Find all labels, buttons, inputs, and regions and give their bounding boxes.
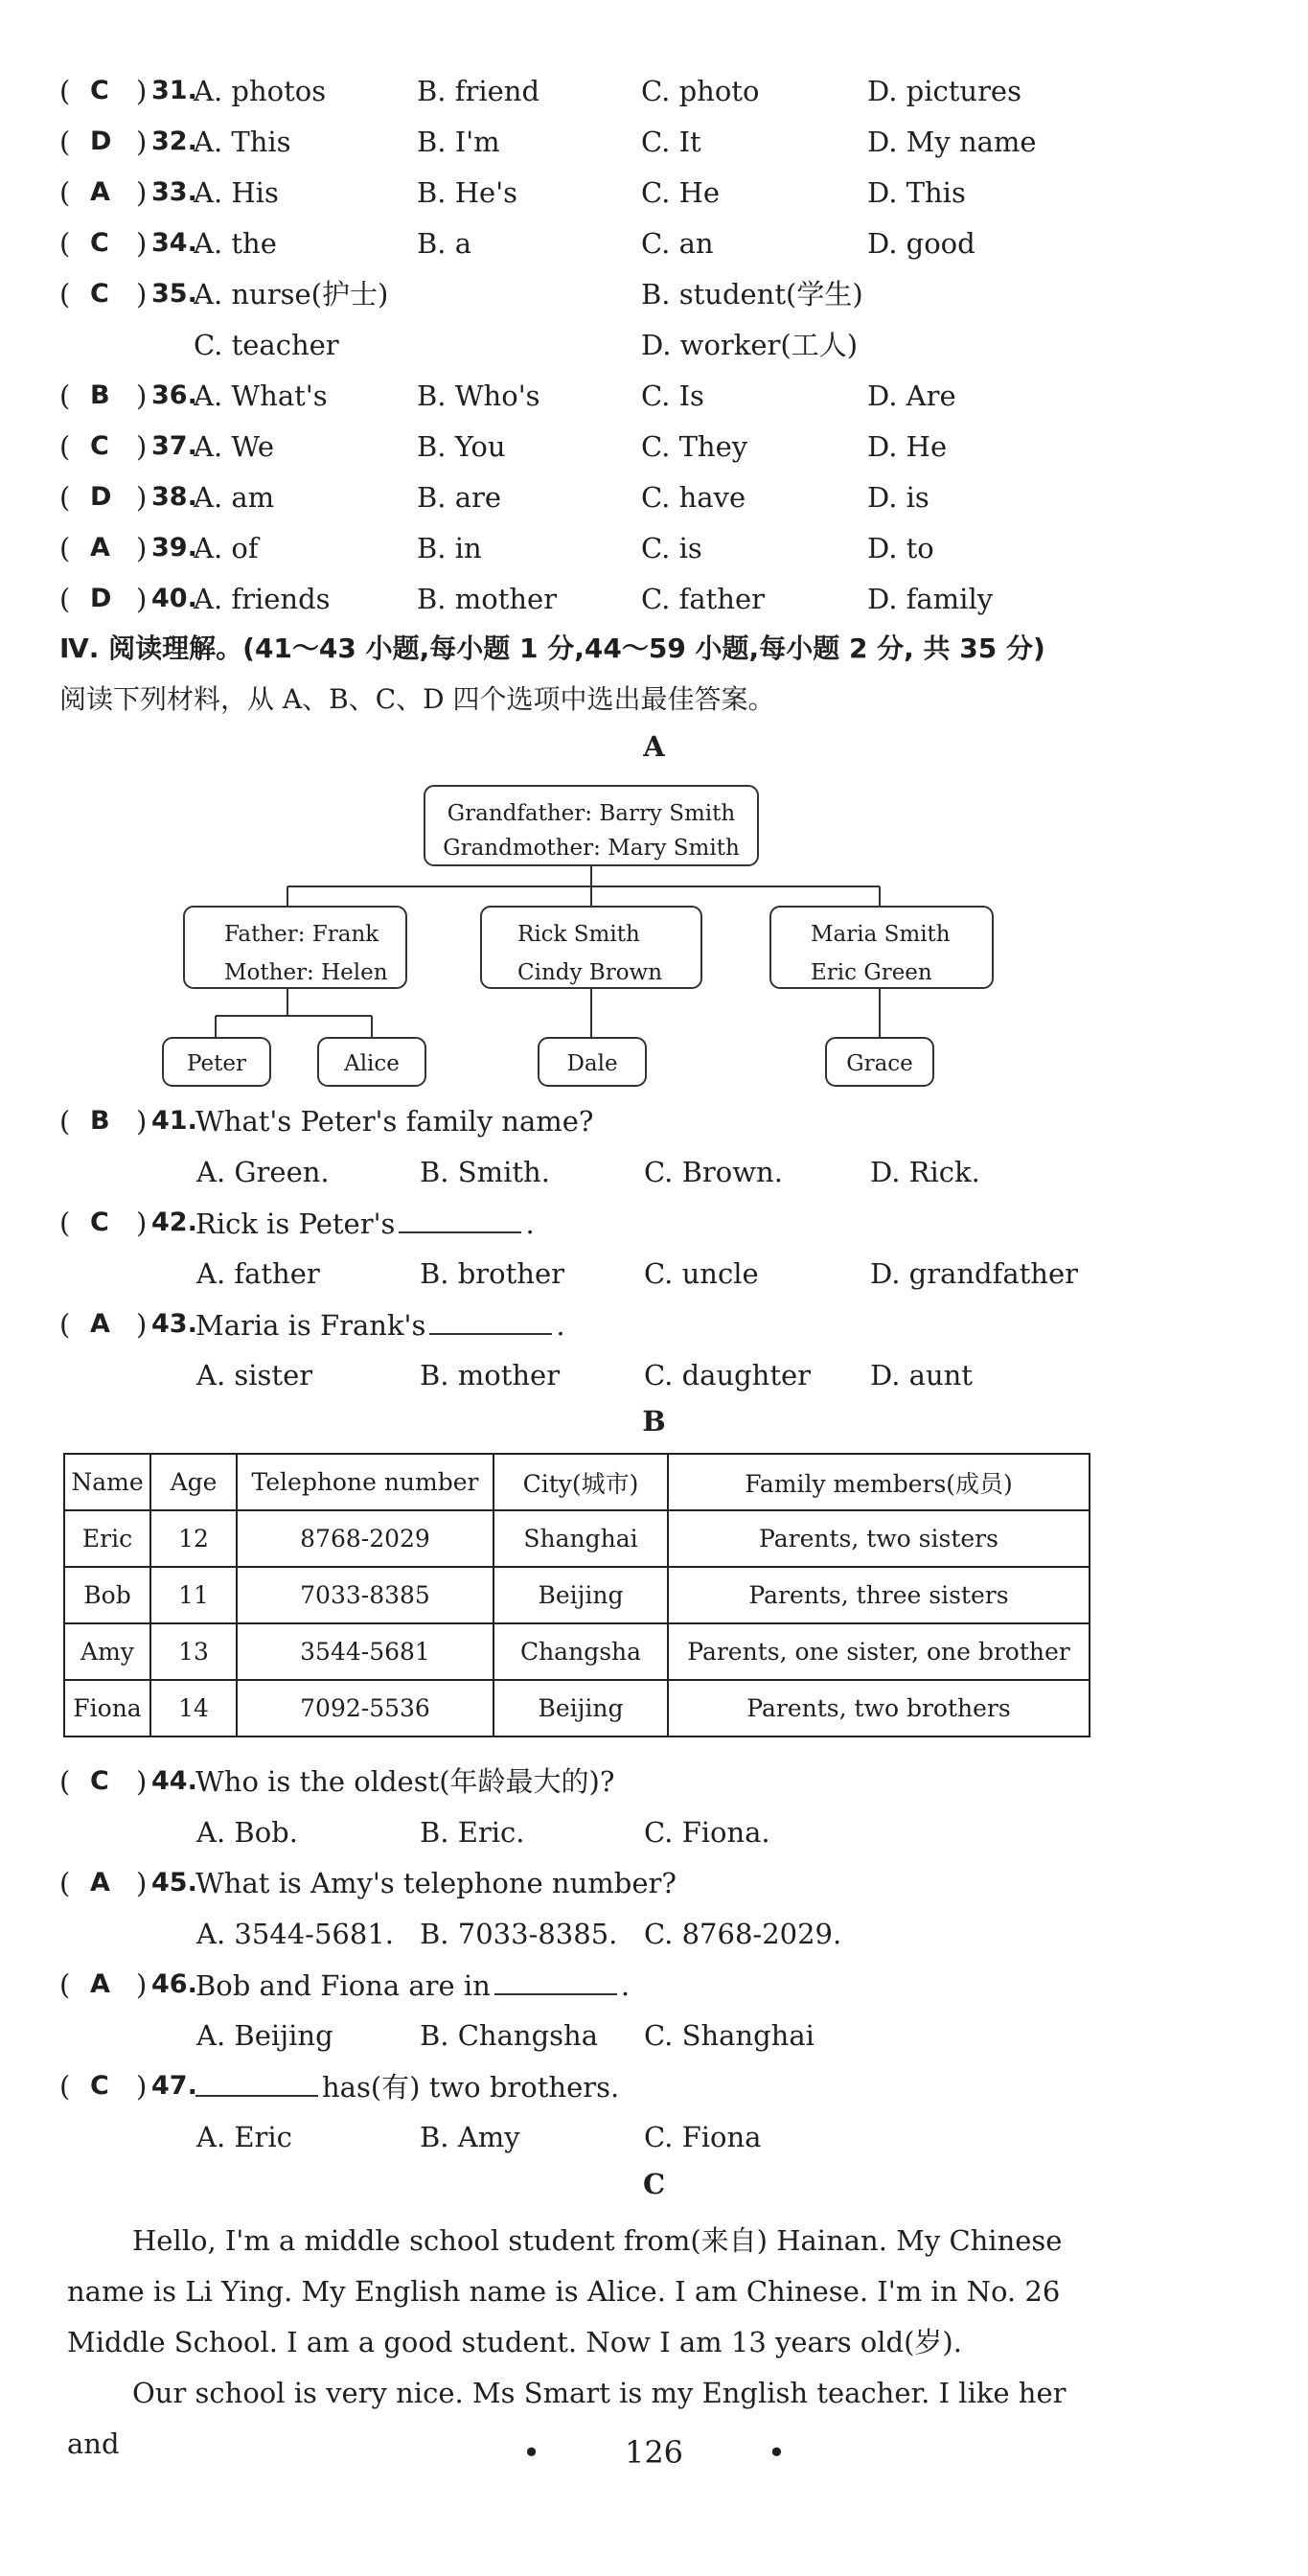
table-cell: Fiona bbox=[64, 1680, 150, 1736]
tree-alice: Alice bbox=[344, 1051, 400, 1076]
table-row bbox=[64, 1510, 1090, 1567]
option-d: D. family bbox=[867, 583, 994, 615]
option-a: A. 3544-5681. bbox=[196, 1918, 395, 1950]
table-row bbox=[64, 1680, 1090, 1736]
option-a: A. the bbox=[194, 227, 277, 260]
question-number: 31. bbox=[151, 76, 197, 105]
option-c: C. uncle bbox=[644, 1257, 759, 1290]
question-number: 37. bbox=[151, 431, 197, 461]
tree-grandfather: Grandfather: Barry Smith bbox=[447, 801, 736, 826]
answer-letter: B bbox=[90, 380, 110, 410]
option-b: B. mother bbox=[420, 1359, 561, 1392]
answer-letter: C bbox=[90, 431, 109, 461]
question-number: 46. bbox=[151, 1969, 197, 1999]
option-c: C. Shanghai bbox=[644, 2019, 815, 2052]
option-d: D. Rick. bbox=[870, 1156, 980, 1188]
option-b: B. Eric. bbox=[420, 1816, 525, 1849]
option-b: B. 7033-8385. bbox=[420, 1918, 618, 1950]
answer-letter: D bbox=[90, 126, 112, 156]
table-cell: Changsha bbox=[493, 1623, 668, 1680]
option-a: A. father bbox=[196, 1257, 320, 1290]
stem-text: Bob and Fiona are in bbox=[195, 1969, 491, 2002]
option-c: C. 8768-2029. bbox=[644, 1918, 842, 1950]
question-number: 44. bbox=[151, 1766, 197, 1796]
option-a: A. Eric bbox=[196, 2121, 292, 2153]
option-a: A. nurse(护士) bbox=[194, 278, 389, 310]
option-a: A. This bbox=[194, 126, 291, 158]
tree-rick: Rick Smith bbox=[517, 922, 640, 947]
family-tree bbox=[0, 767, 1308, 1092]
question-stem bbox=[195, 1300, 565, 1349]
option-c: C. Fiona. bbox=[644, 1816, 770, 1849]
option-d: D. Are bbox=[867, 380, 956, 412]
bullet-right: • bbox=[768, 2434, 786, 2471]
info-table bbox=[63, 1453, 1090, 1737]
option-d: D. My name bbox=[867, 126, 1037, 158]
option-b: B. Changsha bbox=[420, 2019, 598, 2052]
option-c: C. is bbox=[641, 532, 702, 564]
passage-c-paragraph-1: Hello, I'm a middle school student from(来自) Hainan. My Chinese name is Li Ying. My English name is Alice. I am Chinese. I'm in No. 26 Middle School. I am a good student. Now I am 13 years old(岁). bbox=[67, 2224, 1063, 2358]
tree-cindy: Cindy Brown bbox=[517, 960, 663, 985]
table-cell: 7092-5536 bbox=[237, 1680, 493, 1736]
answer-letter: C bbox=[90, 1208, 109, 1237]
option-a: A. Bob. bbox=[196, 1816, 298, 1849]
option-a: A. Green. bbox=[196, 1156, 330, 1188]
option-b: B. student(学生) bbox=[641, 278, 863, 310]
passage-a-label: A bbox=[643, 730, 665, 763]
table-cell: Parents, two sisters bbox=[668, 1510, 1090, 1567]
option-d: D. is bbox=[867, 481, 929, 514]
answer-blank bbox=[195, 2062, 318, 2097]
option-a: A. Beijing bbox=[196, 2019, 333, 2052]
tree-grandmother: Grandmother: Mary Smith bbox=[443, 836, 740, 861]
answer-blank bbox=[429, 1300, 552, 1335]
question-number: 35. bbox=[151, 279, 197, 309]
tree-maria: Maria Smith bbox=[811, 922, 951, 947]
option-c: C. Is bbox=[641, 380, 704, 412]
table-cell: 13 bbox=[150, 1623, 237, 1680]
option-d: D. good bbox=[867, 227, 975, 260]
option-b: B. Smith. bbox=[420, 1156, 550, 1188]
table-cell: 14 bbox=[150, 1680, 237, 1736]
option-a: A. We bbox=[194, 430, 274, 463]
answer-letter: C bbox=[90, 76, 109, 105]
option-a: A. His bbox=[194, 176, 279, 209]
page-number bbox=[0, 2434, 1308, 2471]
option-a: A. of bbox=[194, 532, 259, 564]
option-c: C. He bbox=[641, 176, 721, 209]
option-a: A. sister bbox=[196, 1359, 313, 1392]
option-c: C. It bbox=[641, 126, 701, 158]
question-number: 38. bbox=[151, 482, 197, 512]
question-number: 42. bbox=[151, 1208, 197, 1237]
bullet-left: • bbox=[522, 2434, 540, 2471]
answer-letter: A bbox=[90, 1868, 110, 1898]
answer-letter: A bbox=[90, 1969, 110, 1999]
option-a: A. What's bbox=[194, 380, 328, 412]
table-header-row bbox=[64, 1454, 1090, 1510]
question-number: 32. bbox=[151, 126, 197, 156]
page-number-value: 126 bbox=[624, 2434, 684, 2471]
question-stem: What's Peter's family name? bbox=[195, 1105, 594, 1138]
worksheet-page: ( C ) 31. A. photos B. friend C. photo D. pictures ( D ) 32. A. This B. I'm C. It D. My name ( A ) 33. A. His B. He's C. He D. This ( C ) 34. A. the B. a C. an D. good ( C ) 35. A. nurse(护士) B. student(学生) C. teacher D. worker(工人) ( B ) 36. A. What's B. Who's C. Is D. Are ( C ) 37. A. We B. You C. They D. He ( D ) 38. A. am B. are C. have D. is ( A ) 39. A. of B. in C. is D. to ( D ) 40. A. friends B. mother C. father D. family Ⅳ. 阅读理解。(41～43 小题,每小题 1 分,44～59 小题,每小题 2 分, 共 35 分) 阅读下列材料，从 A、B、C、D 四个选项中选出最佳答案。 A Grandfather: Barry Smith Grandmother: Mary Smith Father: Frank Mother: Helen Rick Smith Cindy Brown Maria Smith Eric Green Peter Alice Dale Grace ( B ) 41. What's Peter's family name? A. Green. B. Smith. C. Brown. D. Rick. ( C ) 42. Rick is Peter's . A. father B. brother C. uncle D. grandfather ( A ) 43. Maria is Frank's . A. sister B. mother C. daughter D. aunt B Name Age Telephone number City(城市) Family members(成员) Eric 12 8768-2029 Shanghai Parents, two sisters Bob 11 7033-8385 Beijing Parents, three sisters Amy 13 3544-5681 Changsha Parents, one sister, one brother Fiona 14 7092-5536 Beijing Parents, two brothers ( C ) 44. Who is the oldest(年龄最大的)? A. Bob. B. Eric. C. Fiona. ( A ) 45. What is Amy's telephone number? A. 3544-5681. B. 7033-8385. C. 8768-2029. ( A ) 46. Bob and Fiona are in . A. Beijing B. Changsha C. Shanghai ( C ) 47. has(有) two brothers. A. Eric B. Amy C. Fiona C Hello, I'm a middle school student from(来自) Hainan. My Chinese name is Li Ying. My English name is Alice. I am Chinese. I'm in No. 26 Middle School. I am a good student. Now I am 13 years old(岁). Our school is very nice. Ms Smart is my English teacher. I like her and • 126 • bbox=[0, 0, 1308, 2576]
answer-letter: A bbox=[90, 1309, 110, 1339]
question-stem bbox=[195, 2062, 619, 2111]
option-c: C. photo bbox=[641, 75, 760, 107]
option-b: B. Who's bbox=[417, 380, 540, 412]
option-a: A. am bbox=[194, 481, 275, 514]
question-stem: What is Amy's telephone number? bbox=[195, 1867, 677, 1899]
option-c: C. Brown. bbox=[644, 1156, 783, 1188]
option-b: B. He's bbox=[417, 176, 518, 209]
option-d: D. worker(工人) bbox=[641, 329, 859, 361]
section-heading: Ⅳ. 阅读理解。(41～43 小题,每小题 1 分,44～59 小题,每小题 2 分, 共 35 分) bbox=[59, 632, 1045, 664]
question-stem bbox=[195, 1199, 535, 1248]
option-c: C. Fiona bbox=[644, 2121, 762, 2153]
question-number: 36. bbox=[151, 380, 197, 410]
table-cell: 3544-5681 bbox=[237, 1623, 493, 1680]
option-d: D. pictures bbox=[867, 75, 1021, 107]
stem-text: Maria is Frank's bbox=[195, 1309, 426, 1342]
option-d: D. aunt bbox=[870, 1359, 973, 1392]
section-instruction: 阅读下列材料，从 A、B、C、D 四个选项中选出最佳答案。 bbox=[59, 683, 775, 715]
option-a: A. friends bbox=[194, 583, 331, 615]
option-b: B. mother bbox=[417, 583, 558, 615]
answer-letter: C bbox=[90, 1766, 109, 1796]
option-c: C. an bbox=[641, 227, 714, 260]
stem-end: . bbox=[525, 1208, 535, 1240]
option-d: D. to bbox=[867, 532, 934, 564]
question-stem bbox=[195, 1961, 630, 2010]
answer-letter: B bbox=[90, 1106, 110, 1136]
table-cell: 8768-2029 bbox=[237, 1510, 493, 1567]
question-number: 41. bbox=[151, 1106, 197, 1136]
question-number: 39. bbox=[151, 533, 197, 563]
table-header: Name bbox=[64, 1454, 150, 1510]
passage-c-label: C bbox=[642, 2168, 666, 2200]
option-a: A. photos bbox=[194, 75, 327, 107]
question-number: 34. bbox=[151, 228, 197, 258]
table-cell: Shanghai bbox=[493, 1510, 668, 1567]
table-cell: Eric bbox=[64, 1510, 150, 1567]
answer-letter: A bbox=[90, 177, 110, 207]
table-cell: Parents, three sisters bbox=[668, 1567, 1090, 1623]
passage-c-paragraph-2: Our school is very nice. Ms Smart is my English teacher. I like her and bbox=[67, 2377, 1067, 2460]
answer-letter: D bbox=[90, 584, 112, 613]
table-cell: 12 bbox=[150, 1510, 237, 1567]
option-d: D. grandfather bbox=[870, 1257, 1078, 1290]
table-cell: 7033-8385 bbox=[237, 1567, 493, 1623]
table-header: Family members(成员) bbox=[668, 1454, 1090, 1510]
question-number: 43. bbox=[151, 1309, 197, 1339]
table-row bbox=[64, 1567, 1090, 1623]
option-b: B. friend bbox=[417, 75, 540, 107]
option-c: C. They bbox=[641, 430, 748, 463]
option-b: B. in bbox=[417, 532, 482, 564]
tree-dale: Dale bbox=[566, 1051, 618, 1076]
stem-end: . bbox=[620, 1969, 631, 2002]
option-c: C. daughter bbox=[644, 1359, 812, 1392]
option-b: B. brother bbox=[420, 1257, 564, 1290]
answer-letter: D bbox=[90, 482, 112, 512]
option-b: B. I'm bbox=[417, 126, 500, 158]
option-c: C. father bbox=[641, 583, 765, 615]
answer-letter: C bbox=[90, 228, 109, 258]
table-cell: Amy bbox=[64, 1623, 150, 1680]
tree-father: Father: Frank bbox=[224, 922, 379, 947]
stem-end: . bbox=[556, 1309, 565, 1342]
option-b: B. Amy bbox=[420, 2121, 520, 2153]
option-b: B. a bbox=[417, 227, 472, 260]
table-cell: Parents, one sister, one brother bbox=[668, 1623, 1090, 1680]
option-b: B. You bbox=[417, 430, 506, 463]
table-row bbox=[64, 1623, 1090, 1680]
answer-letter: C bbox=[90, 2071, 109, 2101]
tree-mother: Mother: Helen bbox=[224, 960, 388, 985]
answer-letter: C bbox=[90, 279, 109, 309]
question-stem: Who is the oldest(年龄最大的)? bbox=[195, 1765, 615, 1798]
table-header: City(城市) bbox=[493, 1454, 668, 1510]
question-number: 47. bbox=[151, 2071, 197, 2101]
table-cell: 11 bbox=[150, 1567, 237, 1623]
option-d: D. He bbox=[867, 430, 948, 463]
option-c: C. teacher bbox=[194, 329, 339, 361]
option-b: B. are bbox=[417, 481, 502, 514]
answer-blank bbox=[494, 1961, 617, 1995]
tree-eric: Eric Green bbox=[811, 960, 932, 985]
tree-grace: Grace bbox=[846, 1051, 913, 1076]
table-header: Telephone number bbox=[237, 1454, 493, 1510]
question-number: 40. bbox=[151, 584, 197, 613]
option-c: C. have bbox=[641, 481, 746, 514]
option-d: D. This bbox=[867, 176, 966, 209]
passage-b-label: B bbox=[642, 1405, 666, 1438]
question-number: 33. bbox=[151, 177, 197, 207]
table-cell: Bob bbox=[64, 1567, 150, 1623]
table-cell: Beijing bbox=[493, 1567, 668, 1623]
question-number: 45. bbox=[151, 1868, 197, 1898]
answer-blank bbox=[399, 1199, 521, 1233]
stem-text: Rick is Peter's bbox=[195, 1208, 396, 1240]
stem-text: has(有) two brothers. bbox=[322, 2071, 620, 2104]
table-cell: Parents, two brothers bbox=[668, 1680, 1090, 1736]
table-header: Age bbox=[150, 1454, 237, 1510]
tree-peter: Peter bbox=[187, 1051, 246, 1076]
answer-letter: A bbox=[90, 533, 110, 563]
table-cell: Beijing bbox=[493, 1680, 668, 1736]
